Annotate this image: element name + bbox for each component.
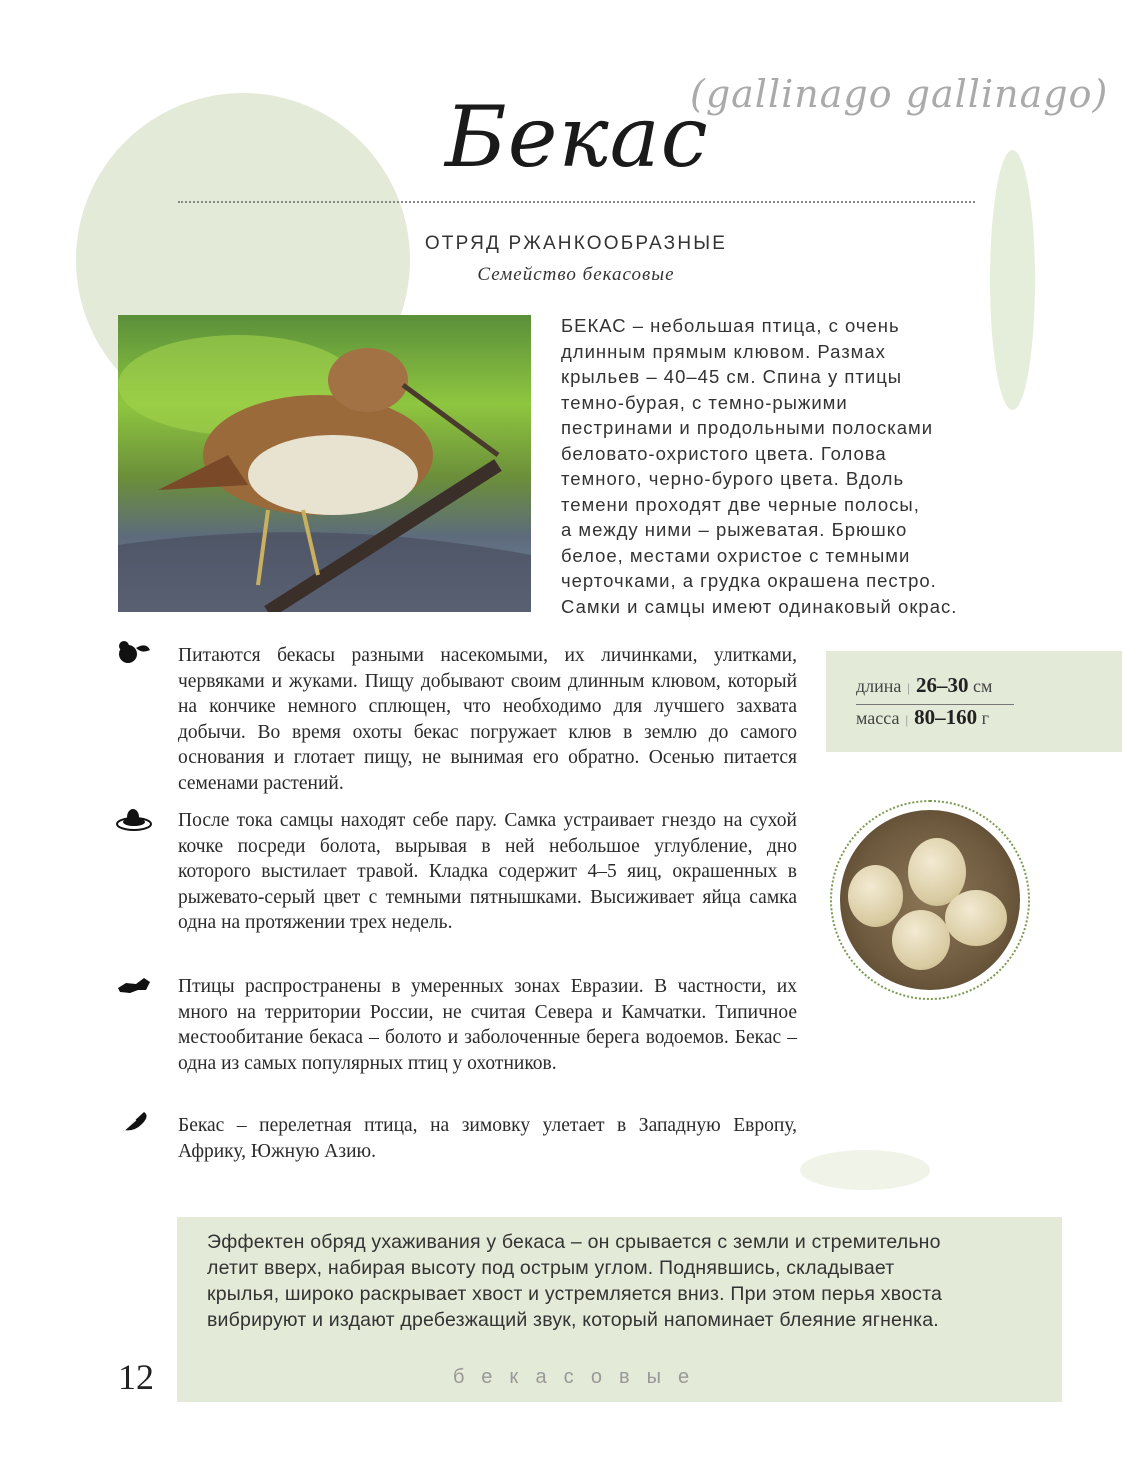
fact-line: крылья, широко раскрывает хвост и устремляется вниз. При этом перья хвоста bbox=[207, 1283, 943, 1305]
description-line: беловато-охристого цвета. Голова bbox=[561, 442, 887, 464]
diet-paragraph: Питаются бекасы разными насекомыми, их личинками, улитками, червяками и жуками. Пищу добывают своим длинным клювом, который на кончике немного сплющен, что необходимо для лучшего захвата добычи. Во время охоты бекас погружает клюв в землю до самого основания и глотает пищу, не вынимая его обратно. Осенью питается семенами растений. bbox=[178, 645, 797, 794]
mass-stat: масса | 80–160 г bbox=[856, 705, 989, 729]
stats-box bbox=[826, 651, 1122, 752]
stat-unit: г bbox=[981, 708, 989, 728]
description-line: длинным прямым клювом. Размах bbox=[561, 340, 886, 362]
length-stat: длина | 26–30 см bbox=[856, 673, 993, 697]
description-line: темного, черно-бурого цвета. Вдоль bbox=[561, 468, 905, 489]
family-subheading: Семейство бекасовые bbox=[477, 264, 675, 285]
stat-label: масса bbox=[856, 708, 900, 728]
dotted-divider bbox=[178, 201, 975, 203]
eggs-photo bbox=[840, 810, 1020, 990]
running-footer: бекасовые bbox=[453, 1366, 707, 1388]
habitat-paragraph: Птицы распространены в умеренных зонах Евразии. В частности, их много на территории России, не считая Севера и Камчатки. Типичное местообитание бекаса – болото и заболоченные берега водоемов. Бекас – одна из самых популярных птиц у охотников. bbox=[178, 976, 797, 1074]
order-heading: ОТРЯД РЖАНКООБРАЗНЫЕ bbox=[424, 233, 728, 254]
fern-decoration-bottom bbox=[800, 1150, 930, 1190]
migration-paragraph: Бекас – перелетная птица, на зимовку улетает в Западную Европу, Африку, Южную Азию. bbox=[178, 1115, 797, 1162]
feather-icon bbox=[116, 1110, 152, 1134]
nesting-paragraph: После тока самцы находят себе пару. Самка устраивает гнездо на сухой кочке посреди болота, вырывая в ней небольшое углубление, дно которого выстилает травой. Кладка содержит 4–5 яиц, окрашенных в рыжевато-серый цвет с темными пятнышками. Высиживает яйца самка одна на протяжении трех недель. bbox=[178, 810, 797, 933]
russia-map-icon bbox=[116, 974, 152, 998]
fact-line: Эффектен обряд ухаживания у бекаса – он срывается с земли и стремительно bbox=[207, 1231, 941, 1253]
berries-icon bbox=[116, 640, 152, 664]
description-line: белое, местами охристое с темными bbox=[561, 544, 911, 566]
latin-name: (gallinago gallinago) bbox=[690, 72, 1109, 116]
stat-value: 26–30 bbox=[916, 673, 969, 697]
description-line: БЕКАС – небольшая птица, с очень bbox=[561, 315, 900, 336]
stat-label: длина bbox=[856, 676, 902, 696]
description-line: а между ними – рыжеватая. Брюшко bbox=[561, 519, 908, 540]
description-line: пестринами и продольными полосками bbox=[561, 417, 934, 438]
description-line: крыльев – 40–45 см. Спина у птицы bbox=[561, 366, 903, 387]
species-description bbox=[561, 313, 957, 619]
fern-decoration bbox=[990, 150, 1035, 410]
stat-unit: см bbox=[973, 676, 993, 696]
fact-box-text bbox=[207, 1229, 942, 1333]
snipe-photo bbox=[118, 315, 531, 612]
description-line: Самки и самцы имеют одинаковый окрас. bbox=[561, 595, 958, 617]
description-line: темно-бурая, с темно-рыжими bbox=[561, 391, 848, 413]
description-line: черточками, а грудка окрашена пестро. bbox=[561, 570, 937, 591]
nest-icon bbox=[116, 808, 152, 832]
fact-line: вибрируют и издают дребезжащий звук, который напоминает блеяние ягненка. bbox=[207, 1309, 939, 1331]
fact-line: летит вверх, набирая высоту под острым углом. Поднявшись, складывает bbox=[207, 1257, 895, 1279]
page-title: Бекас bbox=[445, 88, 709, 186]
description-line: темени проходят две черные полосы, bbox=[561, 493, 920, 515]
stat-value: 80–160 bbox=[914, 705, 978, 729]
page-number: 12 bbox=[118, 1357, 154, 1397]
